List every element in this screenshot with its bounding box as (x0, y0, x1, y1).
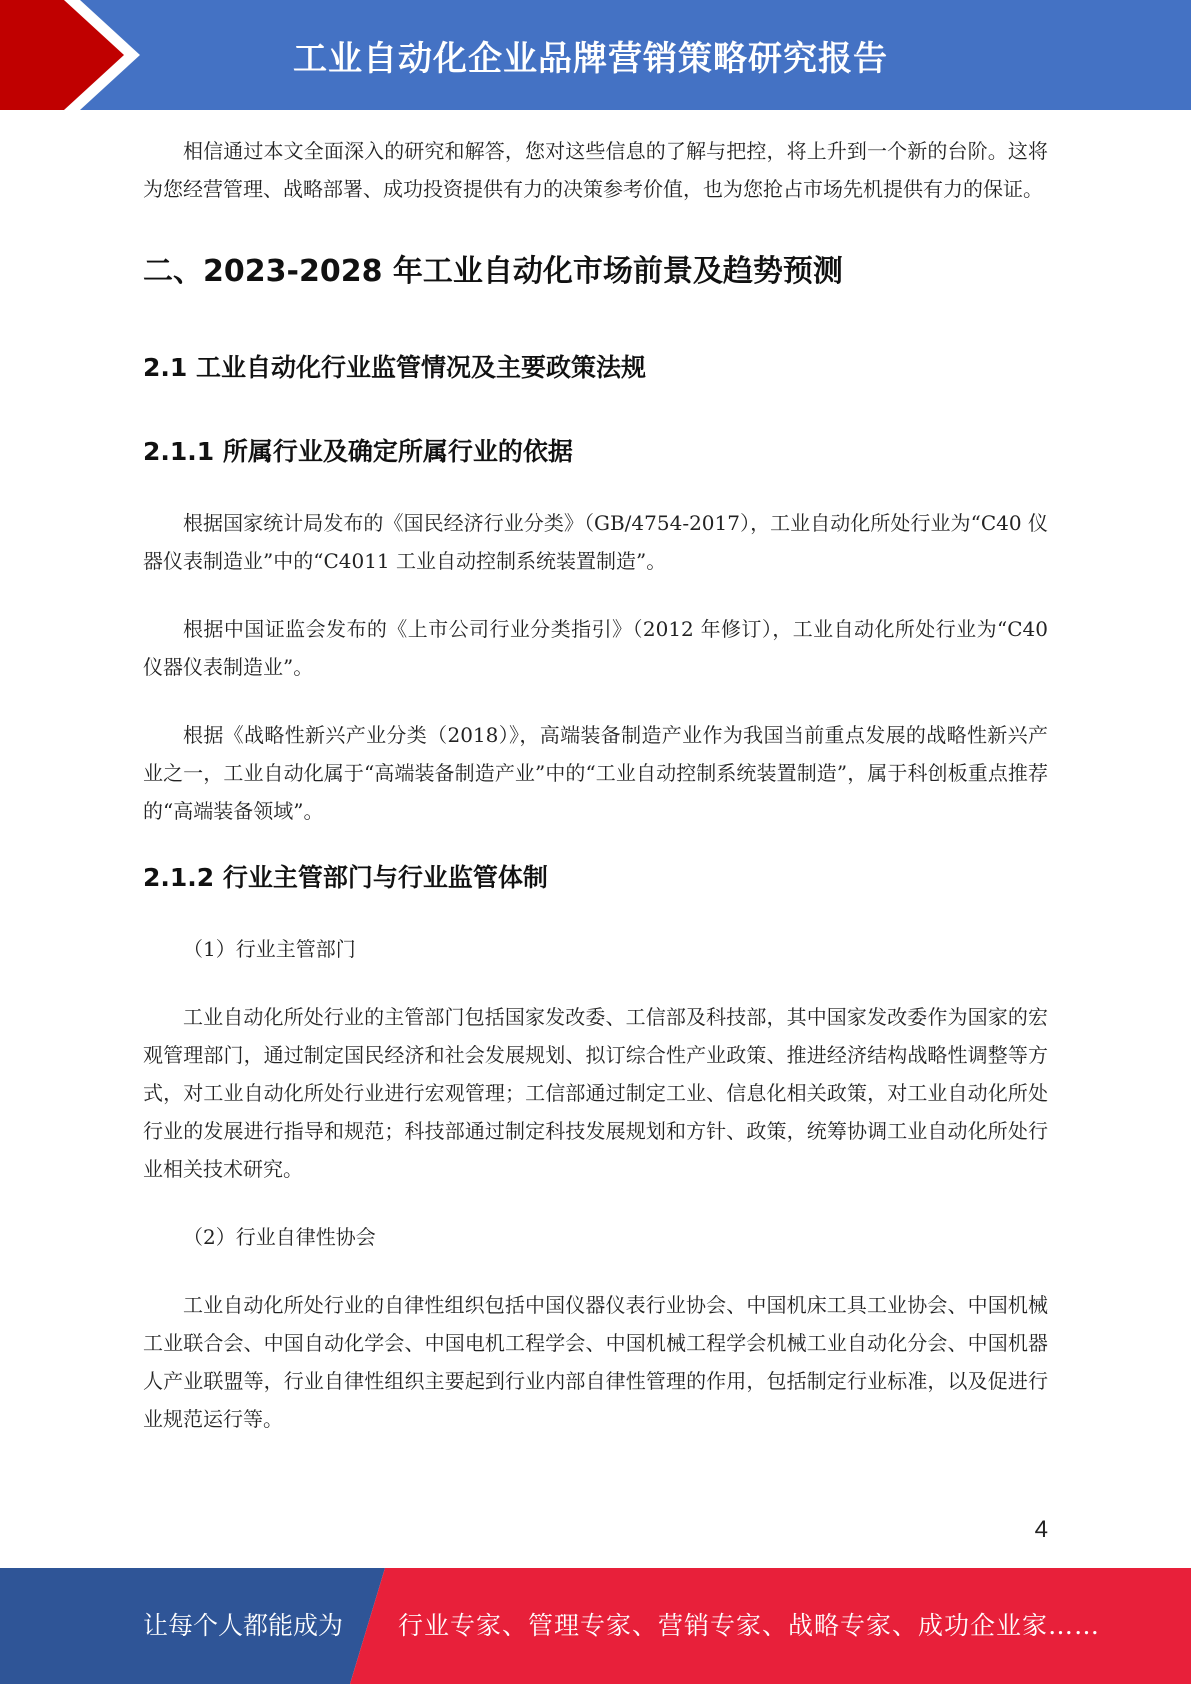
paragraph-industry-classification: 根据国家统计局发布的《国民经济行业分类》（GB/4754-2017），工业自动化所处行业为“C40 仪器仪表制造业”中的“C4011 工业自动控制系统装置制造”。 (143, 511, 1048, 573)
header-title: 工业自动化企业品牌营销策略研究报告 (293, 38, 888, 79)
section-2-1-1-heading: 2.1.1 所属行业及确定所属行业的依据 (143, 437, 573, 466)
page-footer (0, 1568, 1191, 1684)
paragraph-authorities: 工业自动化所处行业的主管部门包括国家发改委、工信部及科技部，其中国家发改委作为国家的宏观管理部门，通过制定国民经济和社会发展规划、拟订综合性产业政策、推进经济结构战略性调整等方式，对工业自动化所处行业进行宏观管理；工信部通过制定工业、信息化相关政策，对工业自动化所处行业的发展进行指导和规范；科技部通过制定科技发展规划和方针、政策，统筹协调工业自动化所处行业相关技术研究。 (143, 1005, 1048, 1181)
page-number: 4 (1034, 1516, 1048, 1543)
header-arrow-decoration (0, 0, 160, 110)
section-2-heading: 二、2023-2028 年工业自动化市场前景及趋势预测 (143, 254, 843, 289)
section-2-1-2-heading: 2.1.2 行业主管部门与行业监管体制 (143, 863, 548, 892)
paragraph-associations: 工业自动化所处行业的自律性组织包括中国仪器仪表行业协会、中国机床工具工业协会、中国机械工业联合会、中国自动化学会、中国电机工程学会、中国机械工程学会机械工业自动化分会、中国机器人产业联盟等，行业自律性组织主要起到行业内部自律性管理的作用，包括制定行业标准，以及促进行业规范运行等。 (143, 1293, 1048, 1431)
subsection-2-label: （2）行业自律性协会 (183, 1225, 376, 1249)
document-body (143, 132, 1048, 1438)
paragraph-strategic-industry: 根据《战略性新兴产业分类（2018）》，高端装备制造产业作为我国当前重点发展的战略性新兴产业之一，工业自动化属于“高端装备制造产业”中的“工业自动控制系统装置制造”，属于科创板重点推荐的“高端装备领域”。 (143, 723, 1048, 823)
footer-slogan-left: 让每个人都能成为 (143, 1611, 344, 1640)
section-2-1-heading: 2.1 工业自动化行业监管情况及主要政策法规 (143, 353, 646, 382)
page-header (0, 0, 1191, 110)
subsection-1-label: （1）行业主管部门 (183, 937, 356, 961)
footer-slogan-right: 行业专家、管理专家、营销专家、战略专家、成功企业家…… (398, 1611, 1101, 1640)
paragraph-csrc-classification: 根据中国证监会发布的《上市公司行业分类指引》（2012 年修订），工业自动化所处行业为“C40 仪器仪表制造业”。 (143, 617, 1048, 679)
intro-paragraph: 相信通过本文全面深入的研究和解答，您对这些信息的了解与把控，将上升到一个新的台阶。这将为您经营管理、战略部署、成功投资提供有力的决策参考价值，也为您抢占市场先机提供有力的保证。 (143, 139, 1048, 201)
